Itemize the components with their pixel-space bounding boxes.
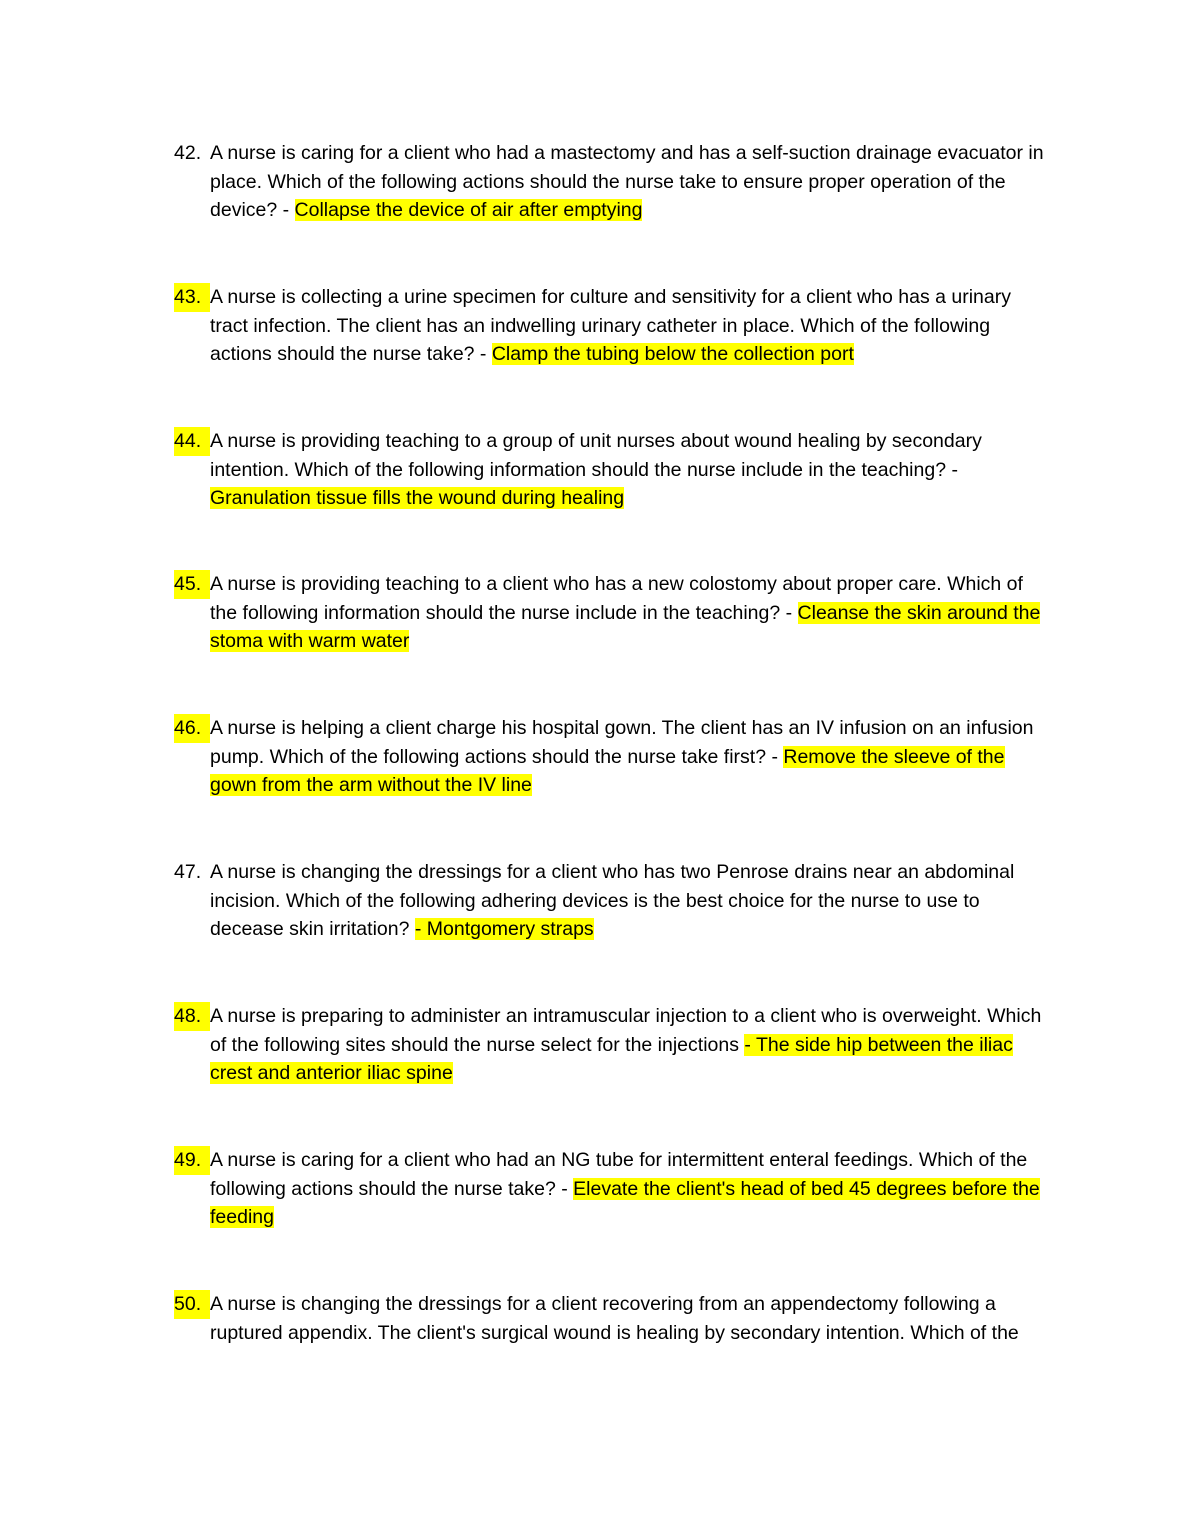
- question-50: [174, 1290, 1054, 1347]
- question-49: [174, 1146, 1054, 1232]
- question-number: 50.: [174, 1290, 210, 1319]
- answer-highlight: - The side hip between the iliac crest and anterior iliac spine: [210, 1033, 1013, 1084]
- question-stem: A nurse is changing the dressings for a client who has two Penrose drains near an abdominal incision. Which of the following adhering devices is the best choice for the nurse to use to decease skin irritation?: [210, 861, 1015, 940]
- answer-highlight: - Montgomery straps: [414, 918, 594, 940]
- answer-highlight: Clamp the tubing below the collection port: [491, 343, 854, 365]
- question-number: 42.: [174, 142, 202, 164]
- answer-highlight: Cleanse the skin around the stoma with warm water: [210, 601, 1041, 652]
- question-text: [210, 570, 1054, 656]
- question-stem: A nurse is providing teaching to a client who has a new colostomy about proper care. Which of the following information should the nurse include in the teaching? -: [210, 573, 1023, 624]
- question-number: 47.: [174, 861, 202, 883]
- question-stem: A nurse is changing the dressings for a client recovering from an appendectomy following a ruptured appendix. The client's surgical wound is healing by secondary intention. Which of the: [210, 1293, 1019, 1344]
- question-46: [174, 714, 1054, 800]
- question-text: [210, 714, 1054, 800]
- question-stem: A nurse is caring for a client who had a mastectomy and has a self-suction drainage evacuator in place. Which of the following actions should the nurse take to ensure proper operation of the device? -: [210, 142, 1044, 221]
- question-text: [210, 858, 1054, 944]
- question-number: 44.: [174, 427, 210, 456]
- question-stem: A nurse is providing teaching to a group of unit nurses about wound healing by secondary intention. Which of the following information should the nurse include in the teaching? -: [210, 430, 982, 481]
- question-text: [210, 427, 1054, 513]
- question-number: 43.: [174, 283, 210, 312]
- question-stem: A nurse is collecting a urine specimen for culture and sensitivity for a client who has a urinary tract infection. The client has an indwelling urinary catheter in place. Which of the following actions should the nurse take? -: [210, 286, 1011, 365]
- question-stem: A nurse is preparing to administer an intramuscular injection to a client who is overweight. Which of the following sites should the nurse select for the injections: [210, 1005, 1042, 1056]
- question-number: 45.: [174, 570, 210, 599]
- question-text: [210, 1290, 1054, 1347]
- answer-highlight: Collapse the device of air after emptying: [294, 199, 643, 221]
- question-47: [174, 858, 1054, 944]
- answer-highlight: Remove the sleeve of the gown from the arm without the IV line: [210, 745, 1005, 796]
- answer-highlight: Granulation tissue fills the wound during healing: [210, 487, 625, 509]
- question-43: [174, 283, 1054, 369]
- question-stem: A nurse is caring for a client who had an NG tube for intermittent enteral feedings. Which of the following actions should the nurse take? -: [210, 1149, 1028, 1200]
- question-number: 49.: [174, 1146, 210, 1175]
- question-48: [174, 1002, 1054, 1088]
- answer-highlight: Elevate the client's head of bed 45 degrees before the feeding: [210, 1177, 1040, 1228]
- question-stem: A nurse is helping a client charge his hospital gown. The client has an IV infusion on an infusion pump. Which of the following actions should the nurse take first? -: [210, 717, 1034, 768]
- question-42: [174, 139, 1054, 225]
- question-45: [174, 570, 1054, 656]
- question-number: 48.: [174, 1002, 210, 1031]
- question-text: [210, 139, 1054, 225]
- question-text: [210, 1002, 1054, 1088]
- question-number: 46.: [174, 714, 210, 743]
- question-44: [174, 427, 1054, 513]
- question-text: [210, 283, 1054, 369]
- question-text: [210, 1146, 1054, 1232]
